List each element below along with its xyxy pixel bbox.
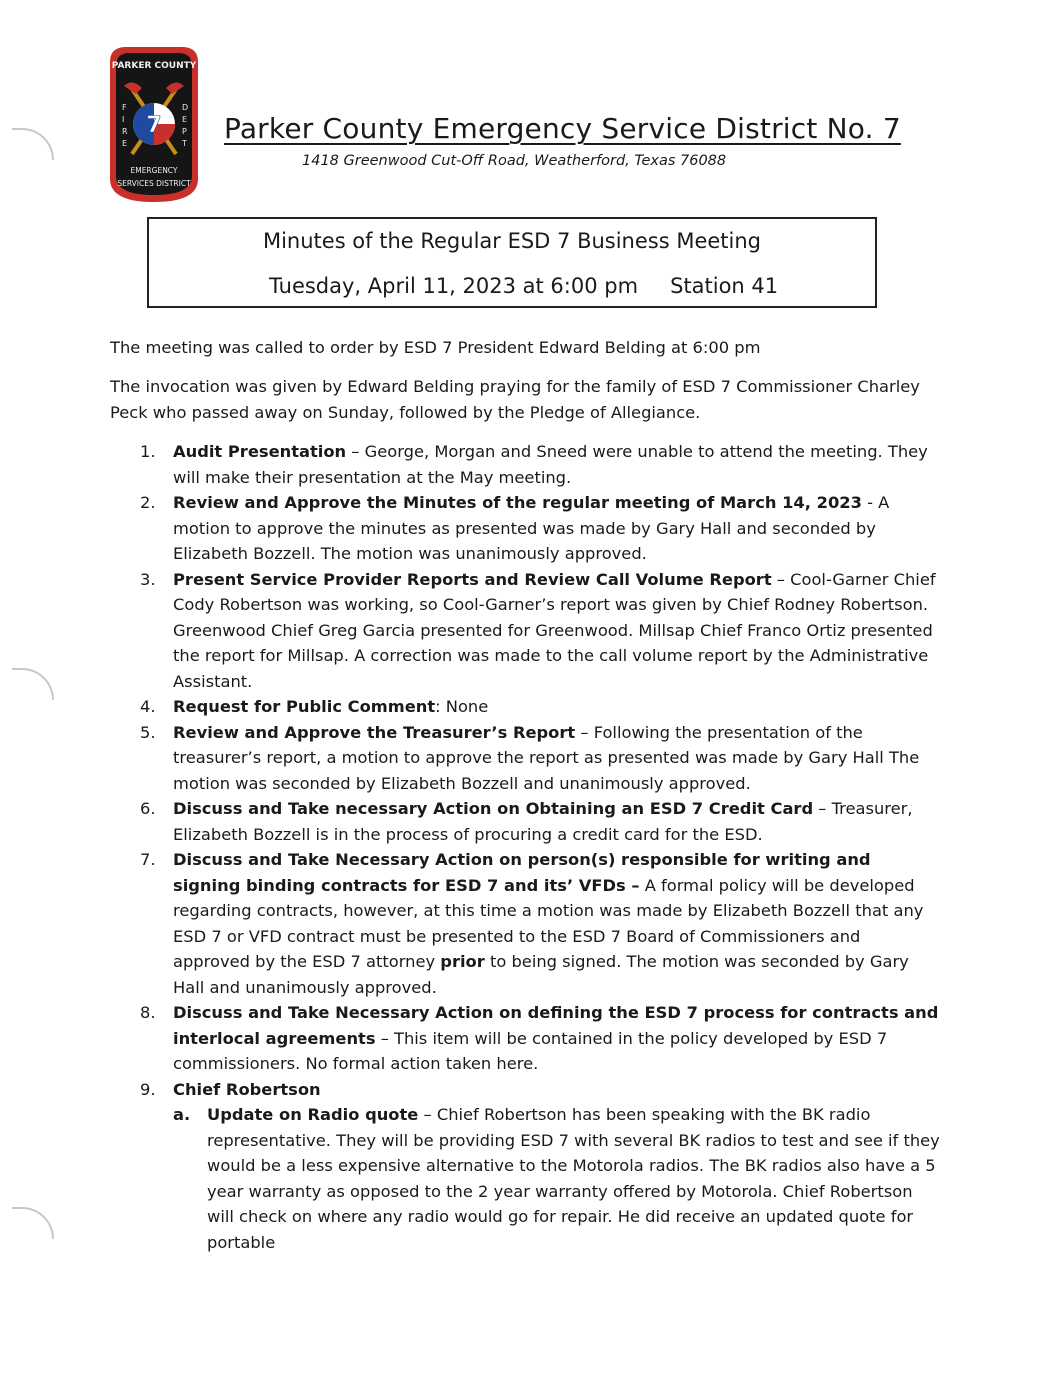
agenda-item: 2. Review and Approve the Minutes of the regular meeting of March 14, 2023 - A motion to approve the minutes as presented was made by Gary Hall and seconded by Elizabeth Bozzell. The motion was unanimously approved.: [110, 490, 940, 567]
logo-letter: P: [182, 127, 187, 136]
logo-letter: E: [122, 139, 128, 148]
subitem-title: Update on Radio quote: [207, 1105, 419, 1124]
item-title: Review and Approve the Treasurer’s Report: [173, 722, 576, 742]
item-number: 9.: [140, 1079, 156, 1099]
punch-hole-mark: [12, 128, 54, 160]
agenda-item: 4. Request for Public Comment: None: [110, 694, 940, 720]
item-text: George, Morgan and Sneed were unable to attend the meeting. They will make their presentation at the May meeting.: [173, 442, 928, 487]
call-to-order-paragraph: The meeting was called to order by ESD 7 President Edward Belding at 6:00 pm: [110, 338, 761, 357]
item-text: Following the presentation of the treasurer’s report, a motion to approve the report as presented was made by Gary Hall The motion was seconded by Elizabeth Bozzell and unanimously approved.: [173, 722, 920, 793]
item-text: This item will be contained in the policy developed by ESD 7 commissioners. No formal action taken here.: [173, 1028, 888, 1073]
item-text: Cool-Garner Chief Cody Robertson was working, so Cool-Garner’s report was given by Chief Rodney Robertson. Greenwood Chief Greg Garcia presented for Greenwood. Millsap Chief Franco Ortiz presented the report for Millsap. A correction was made to the call volume report by the Administrative Assistant.: [173, 569, 936, 691]
logo-letter: E: [182, 115, 188, 124]
agenda-item: 3. Present Service Provider Reports and Review Call Volume Report – Cool-Garner Chief Cody Robertson was working, so Cool-Garner’s report was given by Chief Rodney Robertson. Greenwood Chief Greg Garcia presented for Greenwood. Millsap Chief Franco Ortiz presented the report for Millsap. A correction was made to the call volume report by the Administrative Assistant.: [110, 567, 940, 695]
meeting-heading: Minutes of the Regular ESD 7 Business Meeting: [262, 229, 762, 253]
item-title: Chief Robertson: [173, 1079, 321, 1099]
organization-address: 1418 Greenwood Cut-Off Road, Weatherford, Texas 76088: [302, 153, 727, 169]
item-number: 8.: [140, 1003, 156, 1022]
meeting-header-box: [147, 217, 877, 308]
subitem-letter: a.: [173, 1105, 191, 1124]
logo-letter: I: [122, 115, 125, 124]
item-number: 6.: [140, 799, 156, 818]
agenda-subitem: a. Update on Radio quote – Chief Robertson has been speaking with the BK radio representative. They will be providing ESD 7 with several BK radios to test and see if they would be a less expensive alternative to the Motorola radios. The BK radios also have a 5 year warranty as opposed to the 2 year warranty offered by Motorola. Chief Robertson will check on where any radio would go for repair. He did receive an updated quote for portable: [173, 1102, 940, 1255]
organization-title: Parker County Emergency Service District No. 7: [224, 112, 901, 145]
meeting-location: Station 41: [670, 274, 779, 298]
agenda-item: 8. Discuss and Take Necessary Action on defining the ESD 7 process for contracts and interlocal agreements – This item will be contained in the policy developed by ESD 7 commissioners. No formal action taken here.: [110, 1000, 940, 1077]
item-title: Discuss and Take Necessary Action on person(s) responsible for writing and signing binding contracts for ESD 7 and its’ VFDs –: [173, 850, 871, 895]
item-number: 2.: [140, 493, 156, 512]
item-text: Treasurer, Elizabeth Bozzell is in the process of procuring a credit card for the ESD.: [173, 799, 913, 844]
item-emphasis: prior: [440, 952, 485, 971]
punch-hole-mark: [12, 668, 54, 700]
item-title: Present Service Provider Reports and Review Call Volume Report: [173, 569, 772, 589]
logo-letter: T: [182, 139, 187, 148]
agenda-item: [110, 847, 940, 1000]
item-number: 7.: [140, 850, 156, 869]
agenda-item: 6. Discuss and Take necessary Action on Obtaining an ESD 7 Credit Card – Treasurer, Elizabeth Bozzell is in the process of procuring a credit card for the ESD.: [110, 796, 940, 847]
item-number: 1.: [140, 442, 156, 461]
logo-number: 7: [146, 113, 162, 138]
logo-top-text: PARKER COUNTY: [111, 61, 197, 71]
agenda-item: 5. Review and Approve the Treasurer’s Report – Following the presentation of the treasurer’s report, a motion to approve the report as presented was made by Gary Hall The motion was seconded by Elizabeth Bozzell and unanimously approved.: [110, 720, 940, 797]
item-text: to being signed. The motion was seconded by Gary Hall and unanimously approved.: [173, 952, 909, 997]
agenda-item: 1. Audit Presentation – George, Morgan and Sneed were unable to attend the meeting. They will make their presentation at the May meeting.: [110, 439, 940, 490]
item-text: A motion to approve the minutes as presented was made by Gary Hall and seconded by Elizabeth Bozzell. The motion was unanimously approved.: [173, 493, 890, 563]
item-number: 4.: [140, 697, 156, 716]
fire-department-logo: [104, 44, 204, 204]
logo-letter: D: [182, 103, 189, 112]
item-title: Request for Public Comment: [173, 697, 436, 716]
item-title: Discuss and Take Necessary Action on defining the ESD 7 process for contracts and interlocal agreements: [173, 1003, 939, 1048]
item-text: A formal policy will be developed regarding contracts, however, at this time a motion was made by Elizabeth Bozzell that any ESD 7 or VFD contract must be presented to the ESD 7 Board of Commissioners and approved by the ESD 7 attorney: [173, 875, 924, 971]
invocation-paragraph: The invocation was given by Edward Belding praying for the family of ESD 7 Commissioner Charley Peck who passed away on Sunday, followed by the Pledge of Allegiance.: [110, 377, 920, 422]
item-text: None: [445, 697, 489, 716]
logo-letter: F: [122, 103, 127, 112]
logo-letter: R: [122, 127, 128, 136]
item-number: 3.: [140, 569, 156, 589]
item-number: 5.: [140, 722, 156, 742]
punch-hole-mark: [12, 1207, 54, 1239]
agenda-items-list: [110, 439, 940, 1255]
meeting-date-time: Tuesday, April 11, 2023 at 6:00 pm: [269, 274, 639, 298]
logo-mid-text: EMERGENCY: [130, 166, 178, 175]
agenda-item: [110, 1077, 940, 1256]
logo-bottom-text: SERVICES DISTRICT: [117, 179, 191, 188]
subitem-text: Chief Robertson has been speaking with the BK radio representative. They will be providing ESD 7 with several BK radios to test and see if they would be a less expensive alternative to the Motorola radios. The BK radios also have a 5 year warranty as opposed to the 2 year warranty offered by Motorola. Chief Robertson will check on where any radio would go for repair. He did receive an updated quote for portable: [207, 1105, 940, 1252]
item-title: Discuss and Take necessary Action on Obtaining an ESD 7 Credit Card: [173, 799, 814, 818]
item-title: Review and Approve the Minutes of the regular meeting of March 14, 2023: [173, 493, 862, 512]
item-title: Audit Presentation: [173, 442, 347, 461]
meeting-date-line: [269, 274, 778, 298]
